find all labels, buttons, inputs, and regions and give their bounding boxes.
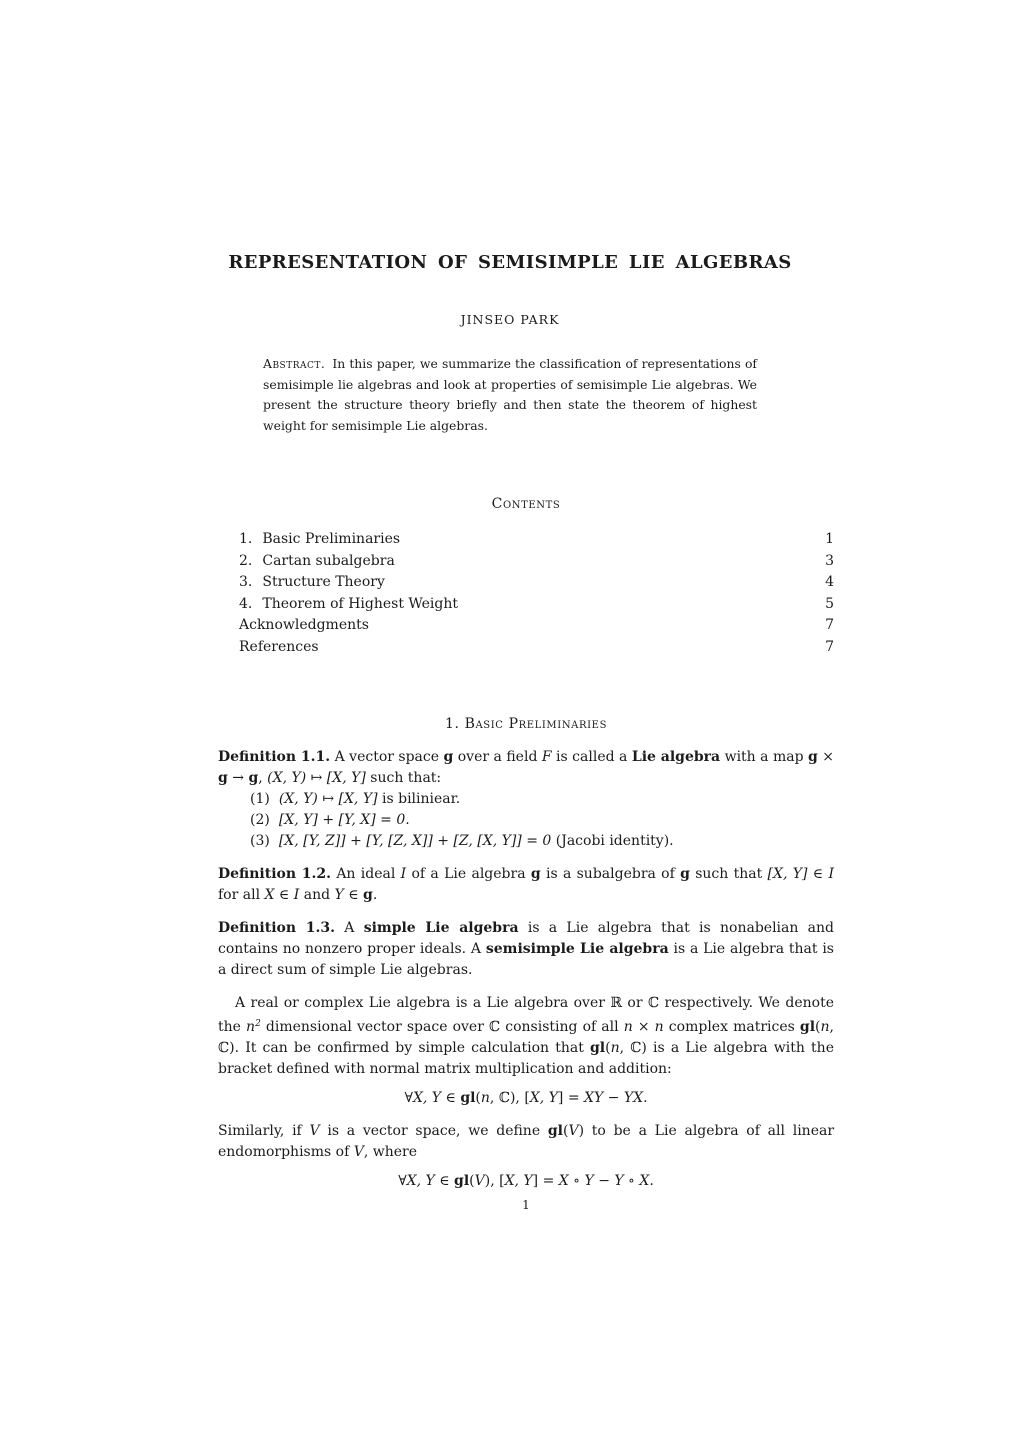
toc-item bbox=[218, 594, 834, 616]
contents-heading: Contents bbox=[491, 496, 561, 512]
equation-gl-n: ∀X, Y ∈ gl(n, ℂ), [X, Y] = XY − YX. bbox=[404, 1090, 648, 1106]
abstract-block bbox=[263, 354, 757, 436]
definition-1-1-list bbox=[218, 789, 834, 852]
definition-1-1: Definition 1.1. A vector space g over a field F is called a Lie algebra with a map g × g → g, (X, Y) ↦ [X, Y] such that: bbox=[218, 749, 835, 786]
toc-item-label: Structure Theory bbox=[262, 574, 385, 590]
paragraph-gl-V: Similarly, if V is a vector space, we define gl(V) to be a Lie algebra of all linear endomorphisms of V, where bbox=[218, 1123, 835, 1160]
toc-item-number: 2. bbox=[239, 552, 253, 569]
list-item-text: (X, Y) ↦ [X, Y] is biliniear. bbox=[278, 791, 461, 807]
toc-item-page: 7 bbox=[825, 638, 834, 655]
definition-1-2: Definition 1.2. An ideal I of a Lie algebra g is a subalgebra of g such that [X, Y] ∈ I for all X ∈ I and Y ∈ g. bbox=[218, 866, 834, 903]
list-item-marker: (3) bbox=[250, 833, 270, 849]
list-item bbox=[218, 789, 834, 810]
toc-item-label: Acknowledgments bbox=[239, 617, 369, 633]
toc-item-label: References bbox=[239, 638, 319, 655]
toc-item-number: 1. bbox=[239, 531, 253, 547]
toc-item-number: 4. bbox=[239, 595, 253, 612]
list-item bbox=[218, 810, 834, 831]
list-item-marker: (2) bbox=[250, 812, 270, 828]
contents-list bbox=[218, 529, 834, 658]
toc-item-page: 5 bbox=[825, 595, 834, 612]
toc-item-page: 7 bbox=[825, 617, 834, 633]
definition-1-3: Definition 1.3. A simple Lie algebra is a Lie algebra that is nonabelian and contains no nonzero proper ideals. A semisimple Lie algebra is a Lie algebra that is a direct sum of simple Lie algebras. bbox=[218, 920, 835, 978]
equation-gl-V: ∀X, Y ∈ gl(V), [X, Y] = X ∘ Y − Y ∘ X. bbox=[398, 1173, 654, 1189]
toc-item-label: Cartan subalgebra bbox=[262, 552, 395, 569]
toc-item bbox=[218, 551, 834, 573]
toc-item bbox=[218, 572, 834, 594]
toc-item-page: 1 bbox=[825, 531, 834, 547]
section-heading: 1. Basic Preliminaries bbox=[444, 716, 608, 732]
toc-item bbox=[218, 615, 834, 637]
toc-item bbox=[218, 637, 834, 659]
list-item-marker: (1) bbox=[250, 791, 270, 807]
abstract-text: In this paper, we summarize the classification of representations of semisimple lie algebras and look at properties of semisimple Lie algebras. We present the structure theory briefly and then state the theorem of highest weight for semisimple Lie algebras. bbox=[263, 356, 757, 433]
toc-item bbox=[218, 529, 834, 551]
toc-item-number: 3. bbox=[239, 574, 253, 590]
toc-item-label: Basic Preliminaries bbox=[262, 531, 401, 547]
list-item-text: [X, Y] + [Y, X] = 0. bbox=[278, 812, 410, 828]
abstract-label: Abstract. bbox=[263, 356, 326, 371]
toc-item-page: 3 bbox=[825, 552, 834, 569]
paragraph-gl-n: A real or complex Lie algebra is a Lie algebra over ℝ or ℂ respectively. We denote the $n^2$ dimensional vector space over ℂ consisting of all n × n complex matrices gl(n, ℂ). It can be confirmed by simple calculation that gl(n, ℂ) is a Lie algebra with the bracket defined with normal matrix multiplication and addition: bbox=[218, 995, 834, 1077]
author-name: JINSEO PARK bbox=[460, 312, 560, 327]
page-number: 1 bbox=[522, 1198, 530, 1212]
paper-title: REPRESENTATION OF SEMISIMPLE LIE ALGEBRAS bbox=[228, 252, 792, 273]
toc-item-label: Theorem of Highest Weight bbox=[262, 595, 459, 612]
list-item-text: [X, [Y, Z]] + [Y, [Z, X]] + [Z, [X, Y]] = 0 (Jacobi identity). bbox=[278, 833, 674, 849]
toc-item-page: 4 bbox=[825, 574, 834, 590]
list-item bbox=[218, 831, 834, 852]
